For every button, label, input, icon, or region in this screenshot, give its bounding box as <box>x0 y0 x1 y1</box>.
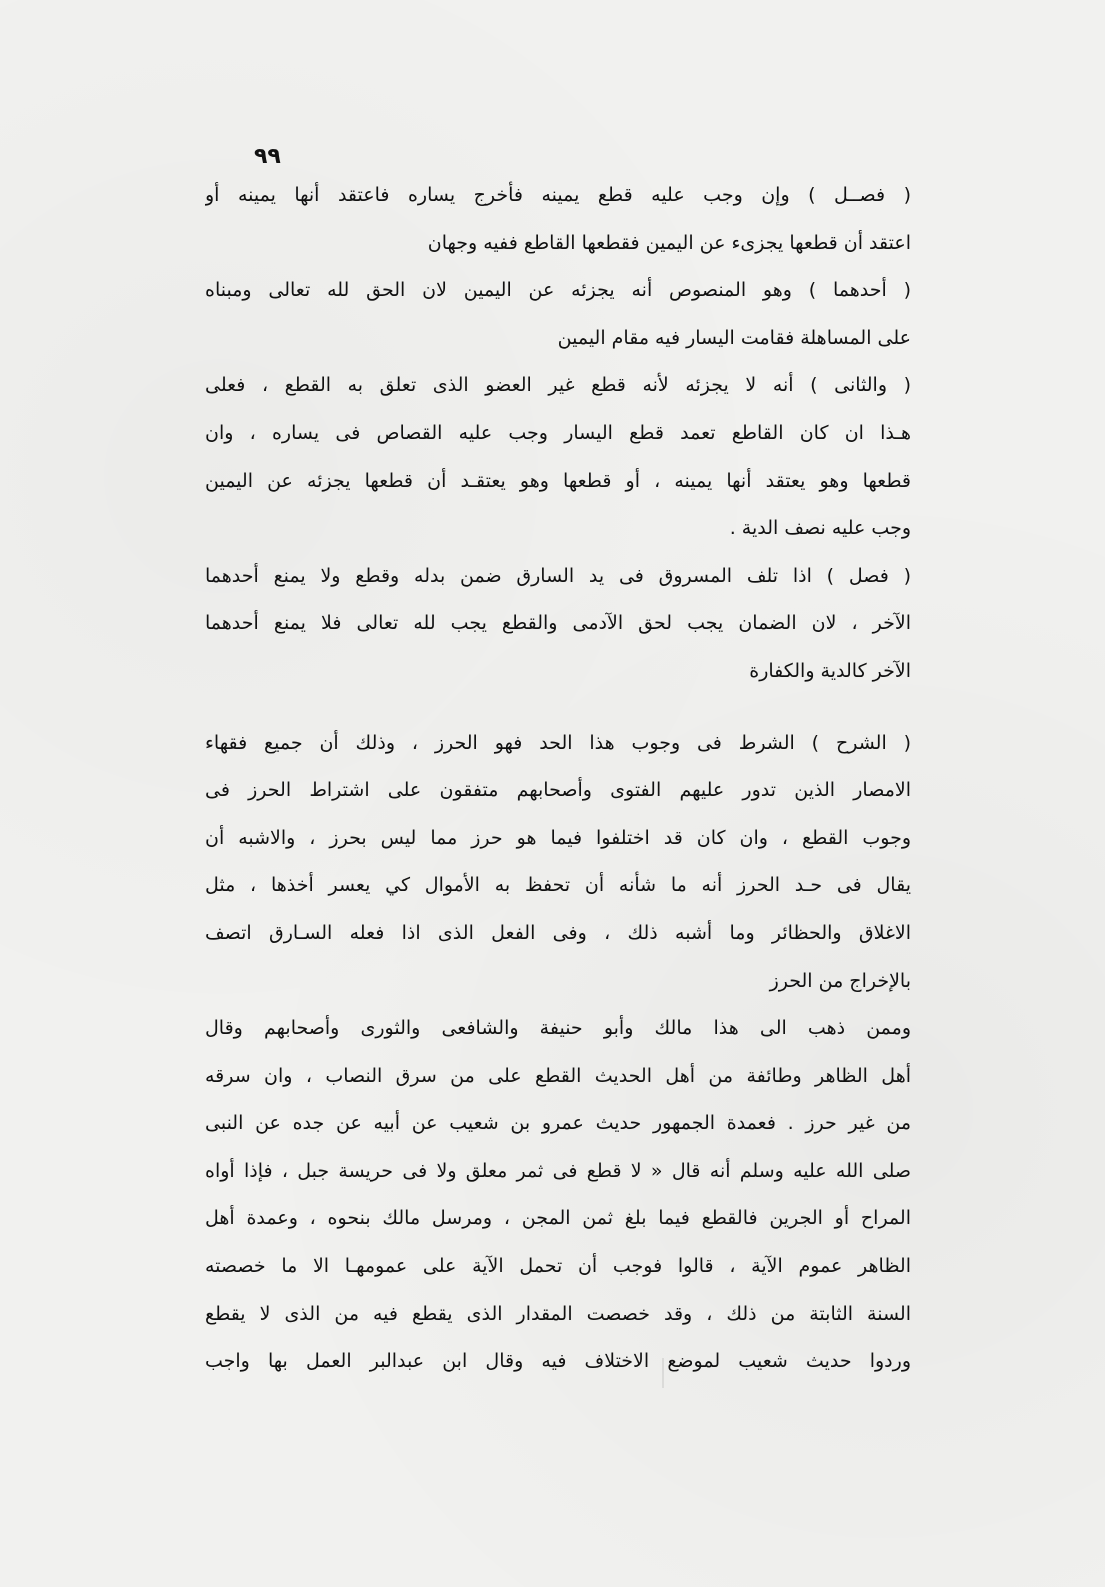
paragraph <box>205 553 911 696</box>
paragraph <box>205 267 911 362</box>
text-line: من غير حرز . فعمدة الجمهور حديث عمرو بن شعيب عن أبيه عن جده عن النبى <box>205 1112 911 1135</box>
paper-mark <box>662 1358 664 1388</box>
text-line: صلى الله عليه وسلم أنه قال « لا قطع فى ثمر معلق ولا فى حريسة جبل ، فإذا أواه <box>205 1159 911 1182</box>
text-line: على المساهلة فقامت اليسار فيه مقام اليمين <box>557 326 911 349</box>
text-line: ( فصــل ) وإن وجب عليه قطع يمينه فأخرج يساره فاعتقد أنها يمينه أو <box>205 184 911 206</box>
text-line: وردوا حديث شعيب لموضع الاختلاف فيه وقال ابن عبدالبر العمل بها واجب <box>205 1350 911 1373</box>
text-line: وممن ذهب الى هذا مالك وأبو حنيفة والشافعى والثورى وأصحابهم وقال <box>205 1017 911 1040</box>
text-line: يقال فى حـد الحرز أنه ما شأنه أن تحفظ به الأموال كي يعسر أخذها ، مثل <box>205 874 911 897</box>
text-line: السنة الثابتة من ذلك ، وقد خصصت المقدار الذى يقطع فيه من الذى لا يقطع <box>205 1302 911 1325</box>
paragraph <box>205 362 911 552</box>
text-line: اعتقد أن قطعها يجزىء عن اليمين فقطعها القاطع ففيه وجهان <box>427 231 911 254</box>
text-line: قطعها وهو يعتقد أنها يمينه ، أو قطعها وهو يعتقـد أن قطعها يجزئه عن اليمين <box>205 469 911 492</box>
text-line: الامصار الذين تدور عليهم الفتوى وأصحابهم متفقون على اشتراط الحرز فى <box>205 779 911 802</box>
text-line: أهل الظاهر وطائفة من أهل الحديث القطع على من سرق النصاب ، وان سرقه <box>205 1064 911 1087</box>
paragraph <box>205 720 911 1006</box>
paragraph <box>205 172 911 267</box>
text-line: الظاهر عموم الآية ، قالوا فوجب أن تحمل الآية على عمومهـا الا ما خصصته <box>205 1255 911 1278</box>
text-line: الآخر ، لان الضمان يجب لحق الآدمى والقطع يجب لله تعالى فلا يمنع أحدهما <box>205 612 911 635</box>
text-line: الآخر كالدية والكفارة <box>749 659 911 682</box>
paragraph-gap <box>205 696 911 720</box>
page-number: ٩٩ <box>254 144 281 169</box>
text-line: ( والثانى ) أنه لا يجزئه لأنه قطع غير العضو الذى تعلق به القطع ، فعلى <box>205 374 911 397</box>
body-text <box>205 172 911 1386</box>
text-line: المراح أو الجرين فالقطع فيما بلغ ثمن المجن ، ومرسل مالك بنحوه ، وعمدة أهل <box>205 1207 911 1230</box>
text-line: بالإخراج من الحرز <box>769 969 911 992</box>
text-line: ( أحدهما ) وهو المنصوص أنه يجزئه عن اليمين لان الحق لله تعالى ومبناه <box>205 279 911 302</box>
paragraph <box>205 1005 911 1386</box>
text-line: وجوب القطع ، وان كان قد اختلفوا فيما هو حرز مما ليس بحرز ، والاشبه أن <box>205 826 911 849</box>
text-line: الاغلاق والحظائر وما أشبه ذلك ، وفى الفعل الذى اذا فعله السـارق اتصف <box>205 921 911 944</box>
text-line: ( فصل ) اذا تلف المسروق فى يد السارق ضمن بدله وقطع ولا يمنع أحدهما <box>205 564 911 587</box>
text-line: وجب عليه نصف الدية . <box>729 517 911 540</box>
text-line: ( الشرح ) الشرط فى وجوب هذا الحد فهو الحرز ، وذلك أن جميع فقهاء <box>205 731 911 754</box>
text-line: هـذا ان كان القاطع تعمد قطع اليسار وجب عليه القصاص فى يساره ، وان <box>205 421 911 444</box>
